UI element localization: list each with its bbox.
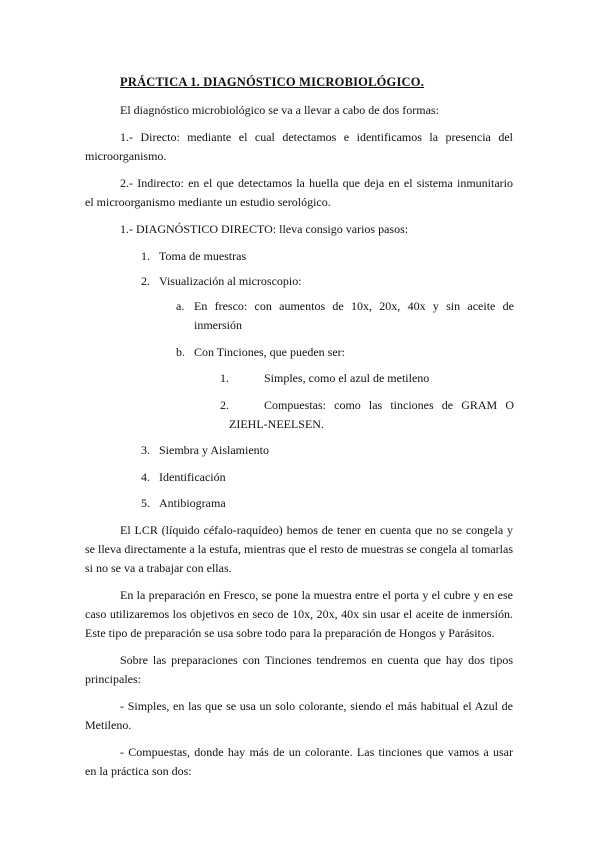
sub-a-letter: a. bbox=[176, 299, 185, 313]
step-number: 3. bbox=[141, 443, 150, 457]
simples-line-1: - Simples, en las que se usa un solo colorante, siendo el más habitual el Azul de bbox=[120, 699, 513, 713]
sub-a-line-1: En fresco: con aumentos de 10x, 20x, 40x y sin aceite de bbox=[194, 299, 514, 313]
compuestas-line-1: - Compuestas, donde hay más de un colorante. Las tinciones que vamos a usar bbox=[120, 745, 513, 759]
step-text: Toma de muestras bbox=[159, 249, 247, 263]
page-title: PRÁCTICA 1. DIAGNÓSTICO MICROBIOLÓGICO. bbox=[120, 75, 425, 89]
lcr-line-2: se lleva directamente a la estufa, mientras que el resto de muestras se congela al tomarlas bbox=[85, 542, 513, 556]
forma-1-line-2: microorganismo. bbox=[85, 149, 167, 163]
sub-b-item-text: Simples, como el azul de metileno bbox=[264, 371, 430, 385]
forma-2-line-1: 2.- Indirecto: en el que detectamos la huella que deja en el sistema inmunitario bbox=[120, 176, 513, 190]
sub-b-item-number: 1. bbox=[220, 371, 229, 385]
simples-line-2: Metileno. bbox=[85, 718, 132, 732]
step-number: 1. bbox=[141, 249, 150, 263]
forma-1-line-1: 1.- Directo: mediante el cual detectamos e identificamos la presencia del bbox=[120, 130, 513, 144]
sub-b-item-line-1: Compuestas: como las tinciones de GRAM O bbox=[264, 398, 514, 412]
step-number: 2. bbox=[141, 274, 150, 288]
intro-paragraph: El diagnóstico microbiológico se va a llevar a cabo de dos formas: bbox=[120, 103, 439, 117]
step-text: Visualización al microscopio: bbox=[159, 274, 302, 288]
step-number: 5. bbox=[141, 496, 150, 510]
tinciones-line-1: Sobre las preparaciones con Tinciones tendremos en cuenta que hay dos tipos bbox=[120, 653, 513, 667]
sub-b-letter: b. bbox=[176, 345, 185, 359]
step-text: Identificación bbox=[159, 470, 226, 484]
compuestas-line-2: en la práctica son dos: bbox=[85, 764, 192, 778]
tinciones-line-2: principales: bbox=[85, 672, 141, 686]
sub-a-line-2: inmersión bbox=[194, 318, 242, 332]
step-text: Antibiograma bbox=[159, 496, 226, 510]
lcr-line-1: El LCR (líquido céfalo-raquídeo) hemos de tener en cuenta que no se congela y bbox=[120, 523, 513, 537]
step-text: Siembra y Aislamiento bbox=[159, 443, 269, 457]
fresco-line-3: Este tipo de preparación se usa sobre todo para la preparación de Hongos y Parásitos. bbox=[85, 626, 495, 640]
fresco-line-2: caso utilizaremos los objetivos en seco de 10x, 20x, 40x sin usar el aceite de inmersión. bbox=[85, 607, 513, 621]
forma-2-line-2: el microorganismo mediante un estudio serológico. bbox=[85, 195, 331, 209]
sub-b-item-line-2: ZIEHL-NEELSEN. bbox=[229, 417, 324, 431]
step-number: 4. bbox=[141, 470, 150, 484]
sub-b-text: Con Tinciones, que pueden ser: bbox=[194, 345, 345, 359]
lcr-line-3: si no se va a trabajar con ellas. bbox=[85, 561, 232, 575]
sub-b-item-number: 2. bbox=[220, 398, 229, 412]
directo-heading: 1.- DIAGNÓSTICO DIRECTO: lleva consigo varios pasos: bbox=[120, 222, 409, 236]
fresco-line-1: En la preparación en Fresco, se pone la muestra entre el porta y el cubre y en ese bbox=[120, 588, 513, 602]
